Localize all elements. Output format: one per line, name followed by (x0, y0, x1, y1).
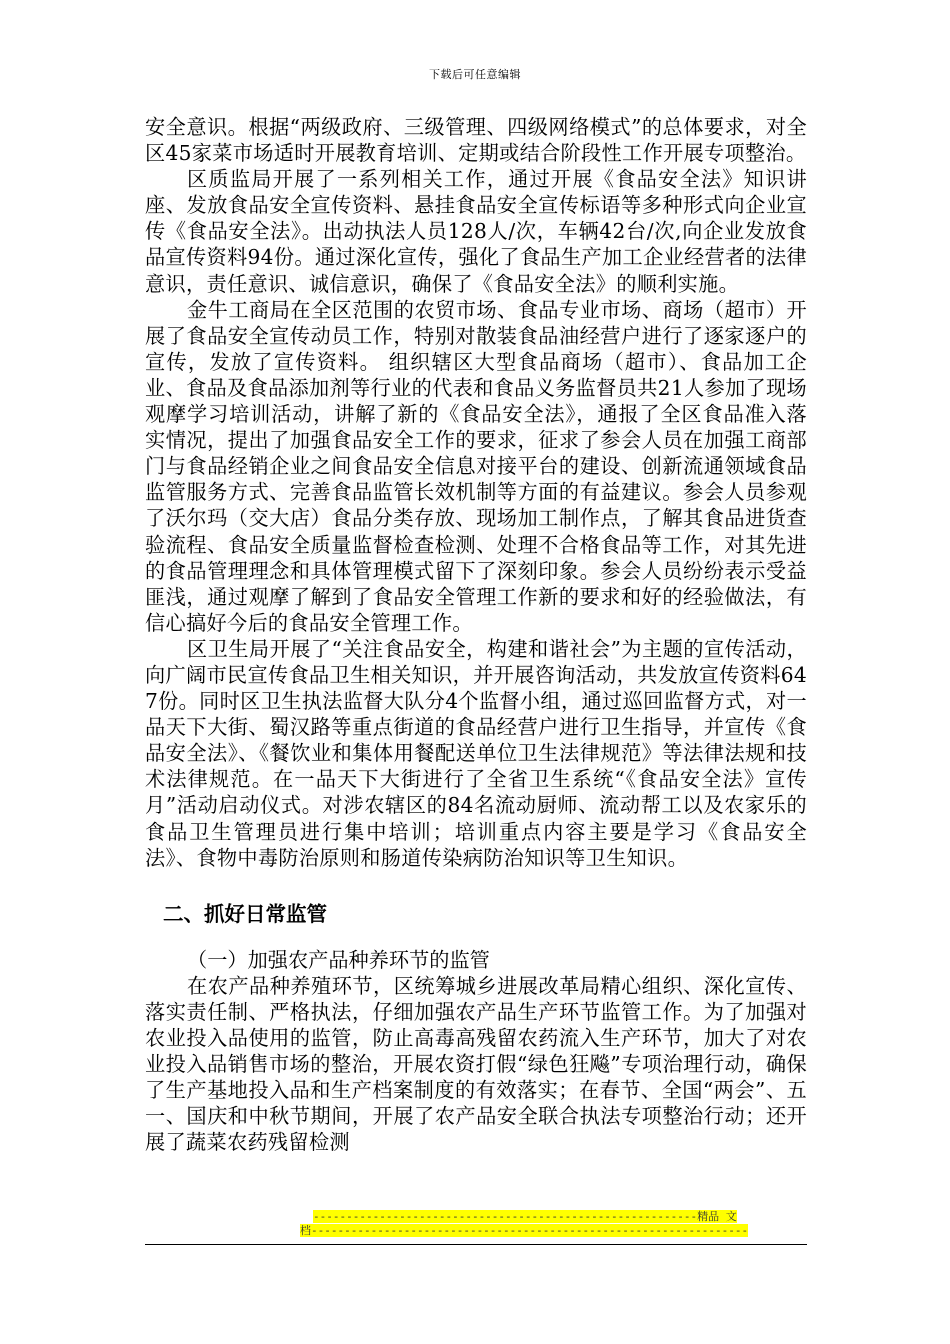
paragraph-health-bureau: 区卫生局开展了“关注食品安全，构建和谐社会”为主题的宣传活动，向广阔市民宣传食品卫生相关知识，并开展咨询活动，共发放宣传资料647份。同时区卫生执法监督大队分4个监督小组，通过巡回监督方式，对一品天下大街、蜀汉路等重点街道的食品经营户进行卫生指导，并宣传《食品安全法》、《餐饮业和集体用餐配送单位卫生法律规范》等法律法规和技术法律规范。在一品天下大街进行了全省卫生系统“《食品安全法》宣传月”活动启动仪式。对涉农辖区的84名流动厨师、流动帮工以及农家乐的食品卫生管理员进行集中培训；培训重点内容主要是学习《食品安全法》、食物中毒防治原则和肠道传染病防治知识等卫生知识。 (145, 636, 807, 870)
paragraph-quality-bureau: 区质监局开展了一系列相关工作，通过开展《食品安全法》知识讲座、发放食品安全宣传资料、悬挂食品安全宣传标语等多种形式向企业宣传《食品安全法》。出动执法人员128人/次，车辆42台/次,向企业发放食品宣传资料94份。通过深化宣传，强化了食品生产加工企业经营者的法律意识，责任意识、诚信意识，确保了《食品安全法》的顺利实施。 (145, 167, 807, 296)
footer-watermark (300, 1210, 749, 1238)
document-body (145, 114, 807, 1155)
footer-watermark-line1: ----------------------------------------------------------精品 文 (313, 1210, 737, 1223)
paragraph-agriculture: 在农产品种养殖环节，区统筹城乡进展改革局精心组织、深化宣传、落实责任制、严格执法，仔细加强农产品生产环节监管工作。为了加强对农业投入品使用的监管，防止高毒高残留农药流入生产环节，加大了对农业投入品销售市场的整治，开展农资打假“绿色狂飚”专项治理行动，确保了生产基地投入品和生产档案制度的有效落实；在春节、全国“两会”、五一、国庆和中秋节期间，开展了农产品安全联合执法专项整治行动；还开展了蔬菜农药残留检测 (145, 973, 807, 1155)
footer-rule (145, 1244, 807, 1245)
subsection-heading: （一）加强农产品种养环节的监管 (187, 947, 490, 972)
paragraph-commerce-bureau: 金牛工商局在全区范围的农贸市场、食品专业市场、商场（超市）开展了食品安全宣传动员工作，特别对散装食品油经营户进行了逐家逐户的宣传，发放了宣传资料。 组织辖区大型食品商场（超市）、食品加工企业、食品及食品添加剂等行业的代表和食品义务监督员共21人参加了现场观摩学习培训活动，讲解了新的《食品安全法》，通报了全区食品准入落实情况，提出了加强食品安全工作的要求，征求了参会人员在加强工商部门与食品经销企业之间食品安全信息对接平台的建设、创新流通领域食品监管服务方式、完善食品监管长效机制等方面的有益建议。参会人员参观了沃尔玛（交大店）食品分类存放、现场加工制作点，了解其食品进货查验流程、食品安全质量监督检查检测、处理不合格食品等工作，对其先进的食品管理理念和具体管理模式留下了深刻印象。参会人员纷纷表示受益匪浅，通过观摩了解到了食品安全管理工作新的要求和好的经验做法，有信心搞好今后的食品安全管理工作。 (145, 297, 807, 635)
page-header: 下载后可任意编辑 (429, 68, 521, 81)
section-heading: 二、抓好日常监管 (163, 901, 327, 926)
paragraph-continuation: 安全意识。根据“两级政府、三级管理、四级网络模式”的总体要求，对全区45家菜市场适时开展教育培训、定期或结合阶段性工作开展专项整治。 (145, 115, 807, 166)
footer-watermark-line2: 档------------------------------------------------------------------ (300, 1224, 749, 1237)
